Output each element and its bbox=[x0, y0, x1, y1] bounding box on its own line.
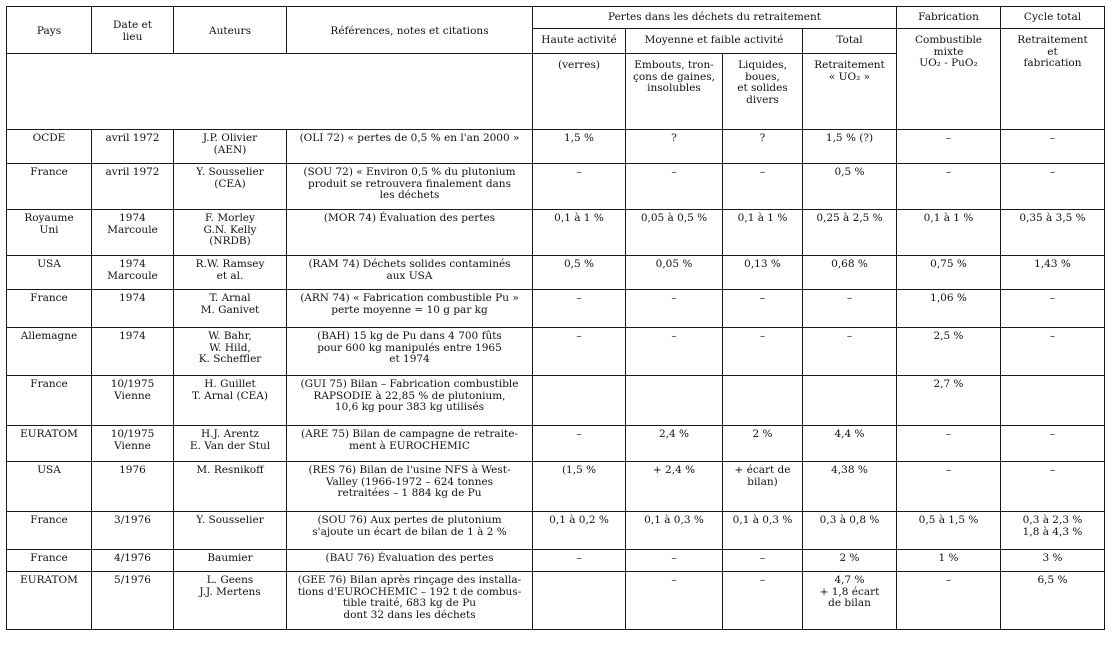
row-date-lieu: 4/1976 bbox=[92, 550, 174, 572]
row-pays: EURATOM bbox=[7, 426, 92, 462]
header-spacer bbox=[7, 54, 533, 130]
row-haute-activite: – bbox=[533, 328, 626, 376]
row-date-lieu: 5/1976 bbox=[92, 572, 174, 630]
row-embouts: – bbox=[626, 572, 723, 630]
header-verres: (verres) bbox=[533, 54, 626, 130]
table-row bbox=[7, 462, 1105, 512]
row-auteurs: T. Arnal M. Ganivet bbox=[174, 290, 287, 328]
row-total: 4,7 % + 1,8 écart de bilan bbox=[803, 572, 897, 630]
row-haute-activite: – bbox=[533, 550, 626, 572]
row-total bbox=[803, 376, 897, 426]
row-cycle-total: – bbox=[1001, 328, 1105, 376]
header-date-lieu: Date et lieu bbox=[92, 7, 174, 54]
row-embouts: – bbox=[626, 164, 723, 210]
row-pays: OCDE bbox=[7, 130, 92, 164]
row-haute-activite: (1,5 % bbox=[533, 462, 626, 512]
row-embouts: 0,05 à 0,5 % bbox=[626, 210, 723, 256]
table-row bbox=[7, 130, 1105, 164]
row-liquides: ? bbox=[723, 130, 803, 164]
row-total: 2 % bbox=[803, 550, 897, 572]
row-liquides: – bbox=[723, 328, 803, 376]
row-pays: Royaume Uni bbox=[7, 210, 92, 256]
row-auteurs: Y. Sousselier bbox=[174, 512, 287, 550]
row-embouts: – bbox=[626, 550, 723, 572]
row-pays: USA bbox=[7, 256, 92, 290]
header-total: Total bbox=[803, 29, 897, 54]
header-retraitement-fabrication: Retraitement et fabrication bbox=[1001, 29, 1105, 130]
header-combustible-mixte: Combustible mixte UO₂ - PuO₂ bbox=[897, 29, 1001, 130]
row-fabrication: 1,06 % bbox=[897, 290, 1001, 328]
row-cycle-total bbox=[1001, 376, 1105, 426]
header-auteurs: Auteurs bbox=[174, 7, 287, 54]
row-fabrication: 2,7 % bbox=[897, 376, 1001, 426]
row-embouts: 0,05 % bbox=[626, 256, 723, 290]
row-haute-activite: – bbox=[533, 426, 626, 462]
table-row bbox=[7, 256, 1105, 290]
row-haute-activite: 0,1 à 1 % bbox=[533, 210, 626, 256]
table-row bbox=[7, 512, 1105, 550]
row-liquides: – bbox=[723, 164, 803, 210]
row-haute-activite: 0,5 % bbox=[533, 256, 626, 290]
row-liquides: 0,1 à 0,3 % bbox=[723, 512, 803, 550]
header-fabrication-group: Fabrication bbox=[897, 7, 1001, 29]
row-fabrication: – bbox=[897, 462, 1001, 512]
row-total: 0,5 % bbox=[803, 164, 897, 210]
row-fabrication: 2,5 % bbox=[897, 328, 1001, 376]
row-fabrication: – bbox=[897, 572, 1001, 630]
row-reference: (GEE 76) Bilan après rinçage des installa- tions d'EUROCHEMIC – 192 t de combus- tible traité, 683 kg de Pu dont 32 dans les déchets bbox=[287, 572, 533, 630]
row-cycle-total: – bbox=[1001, 130, 1105, 164]
table-row bbox=[7, 376, 1105, 426]
header-pays: Pays bbox=[7, 7, 92, 54]
row-date-lieu: 10/1975 Vienne bbox=[92, 426, 174, 462]
row-pays: Allemagne bbox=[7, 328, 92, 376]
row-date-lieu: 1974 Marcoule bbox=[92, 210, 174, 256]
row-reference: (ARE 75) Bilan de campagne de retraite- ment à EUROCHEMIC bbox=[287, 426, 533, 462]
row-haute-activite bbox=[533, 376, 626, 426]
row-cycle-total: – bbox=[1001, 290, 1105, 328]
row-fabrication: 0,1 à 1 % bbox=[897, 210, 1001, 256]
row-auteurs: L. Geens J.J. Mertens bbox=[174, 572, 287, 630]
row-reference: (BAU 76) Évaluation des pertes bbox=[287, 550, 533, 572]
table-row bbox=[7, 164, 1105, 210]
row-total: 1,5 % (?) bbox=[803, 130, 897, 164]
row-liquides: – bbox=[723, 572, 803, 630]
row-liquides: 0,1 à 1 % bbox=[723, 210, 803, 256]
table-header bbox=[7, 7, 1105, 130]
table-body bbox=[7, 130, 1105, 630]
row-cycle-total: 1,43 % bbox=[1001, 256, 1105, 290]
row-embouts: 0,1 à 0,3 % bbox=[626, 512, 723, 550]
row-fabrication: 1 % bbox=[897, 550, 1001, 572]
header-embouts: Embouts, tron- çons de gaines, insolubles bbox=[626, 54, 723, 130]
row-liquides: – bbox=[723, 290, 803, 328]
row-auteurs: Baumier bbox=[174, 550, 287, 572]
row-auteurs: H.J. Arentz E. Van der Stul bbox=[174, 426, 287, 462]
row-pays: EURATOM bbox=[7, 572, 92, 630]
row-liquides: + écart de bilan) bbox=[723, 462, 803, 512]
row-reference: (GUI 75) Bilan – Fabrication combustible RAPSODIE à 22,85 % de plutonium, 10,6 kg pour 383 kg utilisés bbox=[287, 376, 533, 426]
row-haute-activite: – bbox=[533, 164, 626, 210]
header-references: Références, notes et citations bbox=[287, 7, 533, 54]
row-total: 4,38 % bbox=[803, 462, 897, 512]
header-liquides: Liquides, boues, et solides divers bbox=[723, 54, 803, 130]
row-cycle-total: 0,35 à 3,5 % bbox=[1001, 210, 1105, 256]
row-liquides bbox=[723, 376, 803, 426]
row-date-lieu: 10/1975 Vienne bbox=[92, 376, 174, 426]
row-pays: France bbox=[7, 164, 92, 210]
row-embouts bbox=[626, 376, 723, 426]
row-embouts: + 2,4 % bbox=[626, 462, 723, 512]
row-auteurs: F. Morley G.N. Kelly (NRDB) bbox=[174, 210, 287, 256]
row-total: 4,4 % bbox=[803, 426, 897, 462]
row-date-lieu: 3/1976 bbox=[92, 512, 174, 550]
row-pays: USA bbox=[7, 462, 92, 512]
row-pays: France bbox=[7, 376, 92, 426]
row-fabrication: – bbox=[897, 130, 1001, 164]
row-cycle-total: 0,3 à 2,3 % 1,8 à 4,3 % bbox=[1001, 512, 1105, 550]
row-auteurs: J.P. Olivier (AEN) bbox=[174, 130, 287, 164]
row-total: – bbox=[803, 290, 897, 328]
row-date-lieu: avril 1972 bbox=[92, 130, 174, 164]
row-pays: France bbox=[7, 290, 92, 328]
row-embouts: – bbox=[626, 328, 723, 376]
row-total: – bbox=[803, 328, 897, 376]
table-row bbox=[7, 210, 1105, 256]
row-reference: (OLI 72) « pertes de 0,5 % en l'an 2000 » bbox=[287, 130, 533, 164]
row-haute-activite: 1,5 % bbox=[533, 130, 626, 164]
row-date-lieu: 1976 bbox=[92, 462, 174, 512]
row-liquides: 2 % bbox=[723, 426, 803, 462]
row-date-lieu: avril 1972 bbox=[92, 164, 174, 210]
row-liquides: – bbox=[723, 550, 803, 572]
row-date-lieu: 1974 bbox=[92, 328, 174, 376]
row-embouts: – bbox=[626, 290, 723, 328]
row-auteurs: W. Bahr, W. Hild, K. Scheffler bbox=[174, 328, 287, 376]
row-date-lieu: 1974 Marcoule bbox=[92, 256, 174, 290]
row-liquides: 0,13 % bbox=[723, 256, 803, 290]
row-reference: (BAH) 15 kg de Pu dans 4 700 fûts pour 600 kg manipulés entre 1965 et 1974 bbox=[287, 328, 533, 376]
header-retraitement-uo2: Retraitement « UO₂ » bbox=[803, 54, 897, 130]
header-haute-activite: Haute activité bbox=[533, 29, 626, 54]
row-reference: (RES 76) Bilan de l'usine NFS à West- Valley (1966-1972 – 624 tonnes retraitées – 1 884 kg de Pu bbox=[287, 462, 533, 512]
header-pertes-group: Pertes dans les déchets du retraitement bbox=[533, 7, 897, 29]
row-fabrication: 0,5 à 1,5 % bbox=[897, 512, 1001, 550]
row-fabrication: – bbox=[897, 426, 1001, 462]
row-pays: France bbox=[7, 550, 92, 572]
row-reference: (SOU 72) « Environ 0,5 % du plutonium produit se retrouvera finalement dans les déchets bbox=[287, 164, 533, 210]
row-reference: (MOR 74) Évaluation des pertes bbox=[287, 210, 533, 256]
row-total: 0,3 à 0,8 % bbox=[803, 512, 897, 550]
row-reference: (ARN 74) « Fabrication combustible Pu » perte moyenne = 10 g par kg bbox=[287, 290, 533, 328]
row-reference: (RAM 74) Déchets solides contaminés aux USA bbox=[287, 256, 533, 290]
row-cycle-total: – bbox=[1001, 462, 1105, 512]
row-pays: France bbox=[7, 512, 92, 550]
row-reference: (SOU 76) Aux pertes de plutonium s'ajoute un écart de bilan de 1 à 2 % bbox=[287, 512, 533, 550]
row-fabrication: 0,75 % bbox=[897, 256, 1001, 290]
row-cycle-total: – bbox=[1001, 426, 1105, 462]
header-moyenne-faible: Moyenne et faible activité bbox=[626, 29, 803, 54]
row-auteurs: H. Guillet T. Arnal (CEA) bbox=[174, 376, 287, 426]
row-cycle-total: 3 % bbox=[1001, 550, 1105, 572]
table-row bbox=[7, 550, 1105, 572]
table-row bbox=[7, 328, 1105, 376]
row-auteurs: R.W. Ramsey et al. bbox=[174, 256, 287, 290]
row-auteurs: Y. Sousselier (CEA) bbox=[174, 164, 287, 210]
header-cycle-group: Cycle total bbox=[1001, 7, 1105, 29]
row-haute-activite: – bbox=[533, 290, 626, 328]
row-cycle-total: 6,5 % bbox=[1001, 572, 1105, 630]
row-fabrication: – bbox=[897, 164, 1001, 210]
row-haute-activite bbox=[533, 572, 626, 630]
row-embouts: ? bbox=[626, 130, 723, 164]
table-row bbox=[7, 426, 1105, 462]
row-auteurs: M. Resnikoff bbox=[174, 462, 287, 512]
table-row bbox=[7, 572, 1105, 630]
row-total: 0,25 à 2,5 % bbox=[803, 210, 897, 256]
row-cycle-total: – bbox=[1001, 164, 1105, 210]
plutonium-losses-table bbox=[6, 6, 1105, 630]
row-haute-activite: 0,1 à 0,2 % bbox=[533, 512, 626, 550]
row-date-lieu: 1974 bbox=[92, 290, 174, 328]
row-total: 0,68 % bbox=[803, 256, 897, 290]
row-embouts: 2,4 % bbox=[626, 426, 723, 462]
table-row bbox=[7, 290, 1105, 328]
